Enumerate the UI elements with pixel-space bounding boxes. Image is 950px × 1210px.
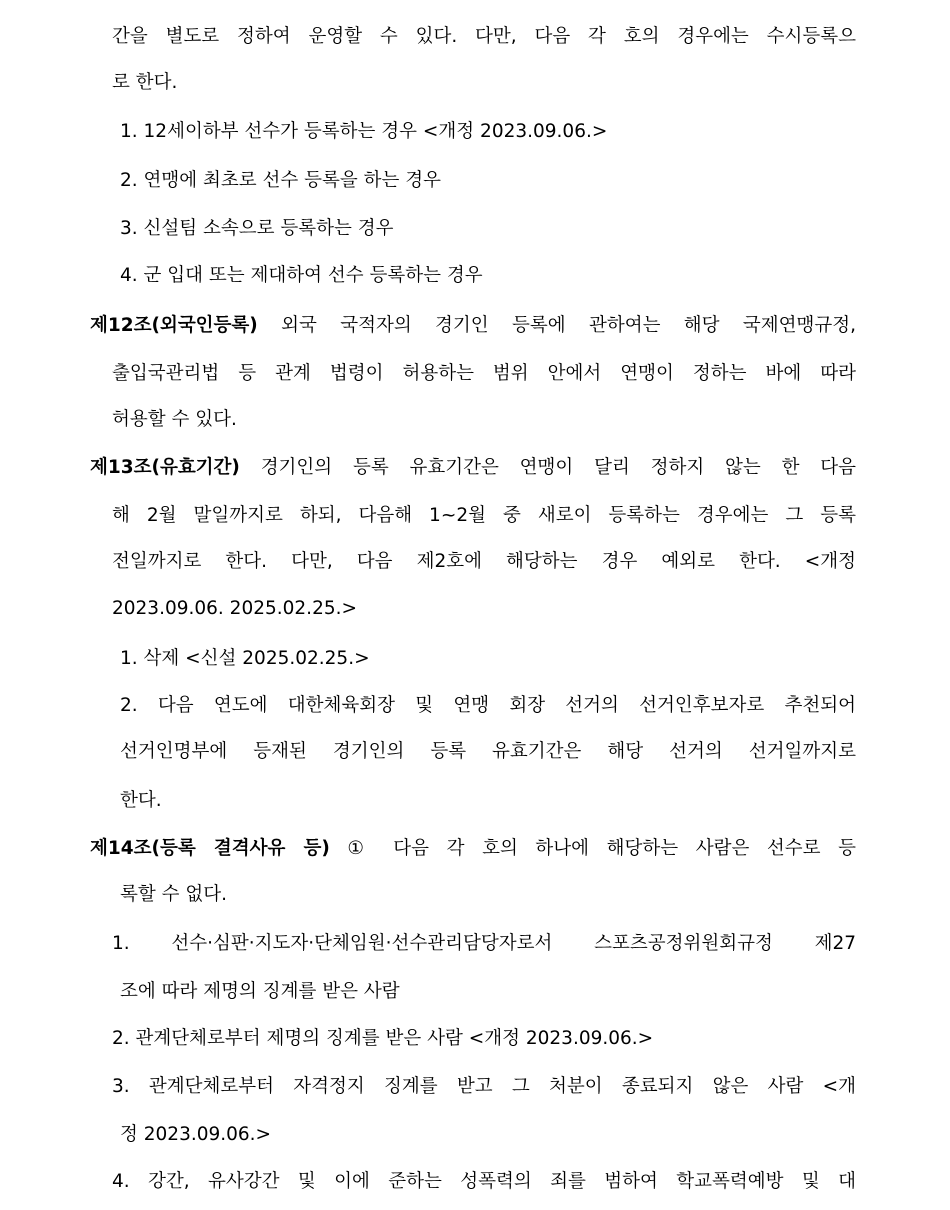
list-item-text: 4. 강간, 유사강간 및 이에 준하는 성폭력의 죄를 범하여 학교폭력예방 및 대 xyxy=(112,1171,856,1192)
list-item-text: 선거인명부에 등재된 경기인의 등록 유효기간은 해당 선거의 선거일까지로 xyxy=(120,741,856,762)
list-item-text: 정 2023.09.06.> xyxy=(120,1124,272,1145)
list-item xyxy=(120,647,950,671)
body-text-line xyxy=(112,25,856,49)
body-text-line xyxy=(112,550,856,574)
list-item xyxy=(120,694,856,718)
list-item xyxy=(112,1075,856,1099)
list-item xyxy=(120,120,950,144)
body-text-line xyxy=(112,408,950,432)
list-item-text: 2. 연맹에 최초로 선수 등록을 하는 경우 xyxy=(120,170,442,191)
line-text: 2023.09.06. 2025.02.25.> xyxy=(112,598,357,619)
article-13 xyxy=(90,456,856,480)
list-item-text: 2. 관계단체로부터 제명의 징계를 받은 사람 <개정 2023.09.06.> xyxy=(112,1028,654,1049)
list-item-text: 3. 관계단체로부터 자격정지 징계를 받고 그 처분이 종료되지 않은 사람 <개 xyxy=(112,1076,856,1097)
list-item xyxy=(112,932,856,956)
list-item-text: 1. 12세이하부 선수가 등록하는 경우 <개정 2023.09.06.> xyxy=(120,121,608,142)
line-text: 로 한다. xyxy=(112,72,178,93)
list-item-text: 조에 따라 제명의 징계를 받은 사람 xyxy=(120,981,400,1002)
line-text: 경기인의 등록 유효기간은 연맹이 달리 정하지 않는 한 다음 xyxy=(239,457,856,478)
line-text: ① 다음 각 호의 하나에 해당하는 사람은 선수로 등 xyxy=(329,838,856,859)
line-text: 외국 국적자의 경기인 등록에 관하여는 해당 국제연맹규정, xyxy=(257,315,856,336)
article-heading: 제13조(유효기간) xyxy=(90,457,240,478)
line-text: 출입국관리법 등 관계 법령이 허용하는 범위 안에서 연맹이 정하는 바에 따라 xyxy=(112,363,856,384)
body-text-line xyxy=(120,883,950,907)
list-item-text: 1. 선수·심판·지도자·단체임원·선수관리담당자로서 스포츠공정위원회규정 제27 xyxy=(112,933,856,954)
list-item xyxy=(120,169,950,193)
list-item-text: 한다. xyxy=(120,790,162,811)
list-item-text: 2. 다음 연도에 대한체육회장 및 연맹 회장 선거의 선거인후보자로 추천되어 xyxy=(120,695,856,716)
list-item-text: 3. 신설팀 소속으로 등록하는 경우 xyxy=(120,218,394,239)
line-text: 전일까지로 한다. 다만, 다음 제2호에 해당하는 경우 예외로 한다. <개정 xyxy=(112,551,856,572)
body-text-line xyxy=(112,504,856,528)
body-text-line xyxy=(112,362,856,386)
article-14 xyxy=(90,837,856,861)
list-item-text: 1. 삭제 <신설 2025.02.25.> xyxy=(120,648,370,669)
list-item-continuation xyxy=(120,1123,950,1147)
line-text: 해 2월 말일까지로 하되, 다음해 1~2월 중 새로이 등록하는 경우에는 그 등록 xyxy=(112,505,856,526)
list-item-continuation xyxy=(120,789,950,813)
list-item xyxy=(112,1027,950,1051)
list-item-text: 4. 군 입대 또는 제대하여 선수 등록하는 경우 xyxy=(120,265,483,286)
list-item xyxy=(120,217,950,241)
article-12 xyxy=(90,314,856,338)
line-text: 허용할 수 있다. xyxy=(112,409,237,430)
article-heading: 제14조(등록 결격사유 등) xyxy=(90,838,330,859)
line-text: 록할 수 없다. xyxy=(120,884,227,905)
line-text: 간을 별도로 정하여 운영할 수 있다. 다만, 다음 각 호의 경우에는 수시등록으 xyxy=(112,26,856,47)
body-text-line xyxy=(112,597,950,621)
list-item xyxy=(120,264,950,288)
body-text-line xyxy=(112,71,950,95)
list-item xyxy=(112,1170,856,1194)
article-heading: 제12조(외국인등록) xyxy=(90,315,258,336)
list-item-continuation xyxy=(120,980,950,1004)
list-item-continuation xyxy=(120,740,856,764)
